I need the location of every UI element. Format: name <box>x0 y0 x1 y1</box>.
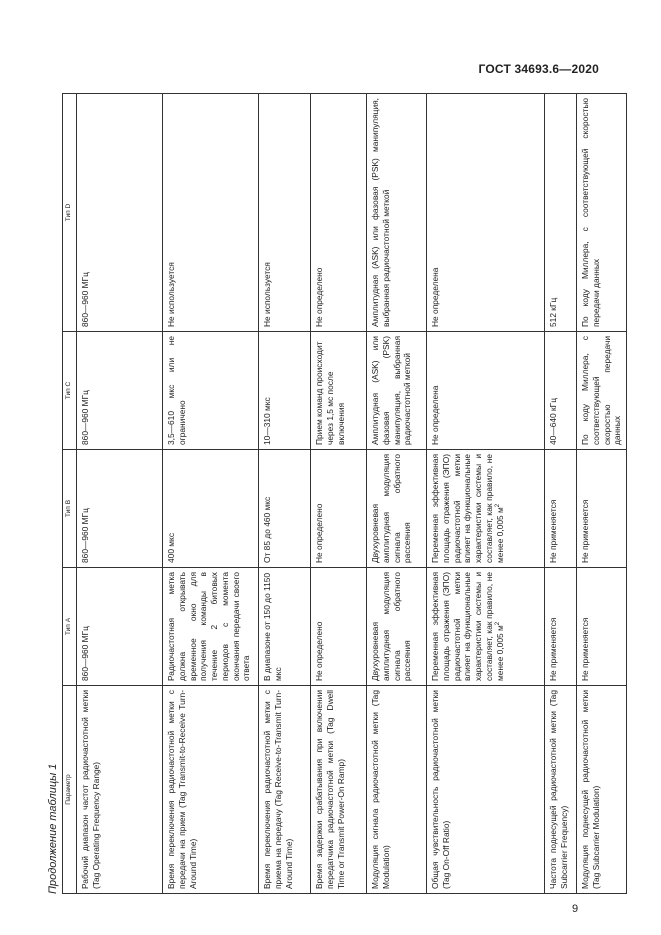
header-type-a: Тип A <box>63 568 77 686</box>
type-b-cell: От 85 до 460 мкс <box>259 450 311 568</box>
param-cell: Время переключения радиочастотной метки с приема на передачу (Tag Receive-to-Transmit Turn-Around Time) <box>259 686 311 894</box>
type-d-cell: По коду Миллера, с соответствующей скоростью передачи данных <box>577 94 627 332</box>
type-d-cell: 512 кГц <box>545 94 577 332</box>
type-c-cell: 40—640 кГц <box>545 332 577 450</box>
rotated-table-area <box>44 94 623 894</box>
type-a-cell: В диапазоне от 150 до 1150 мкс <box>259 568 311 686</box>
type-d-cell: Не определена <box>427 94 545 332</box>
table-row <box>427 94 545 894</box>
param-cell: Рабочий диапазон частот радиочастотной метки (Tag Operating Frequency Range) <box>77 686 163 894</box>
type-b-cell: Не применяется <box>545 450 577 568</box>
param-cell: Время переключения радиочастотной метки с передачи на прием (Tag Transmit-to-Receive Turn-Around Time) <box>163 686 259 894</box>
param-cell: Частота поднесущей радиочастотной метки (Tag Subcarrier Frequency) <box>545 686 577 894</box>
param-cell: Время задержки срабатывания при включении передатчика радиочастотной метки (Tag Dwell Time or Transmit Power-On Ramp) <box>311 686 367 894</box>
header-type-d: Тип D <box>63 94 77 332</box>
table-row <box>77 94 163 894</box>
landscape-content <box>44 94 623 894</box>
type-b-cell: 400 мкс <box>163 450 259 568</box>
type-b-cell: Не применяется <box>577 450 627 568</box>
header-type-c: Тип C <box>63 332 77 450</box>
table-row <box>259 94 311 894</box>
type-a-cell <box>427 568 545 686</box>
type-b-text: Переменная эффективная площадь отражения (ЭПО) радиочастотной метки влияет на функциональные характеристики системы и составляет, как правило, не менее 0,005 м <box>430 454 505 563</box>
page-number: 9 <box>572 903 579 915</box>
type-a-cell: Не применяется <box>577 568 627 686</box>
spec-table <box>62 93 627 894</box>
param-cell: Модуляция поднесущей радиочастотной метки (Tag Subcarrier Modulation) <box>577 686 627 894</box>
type-c-cell: Не определена <box>427 332 545 450</box>
header-type-b: Тип B <box>63 450 77 568</box>
standard-designation: ГОСТ 34693.6—2020 <box>478 62 599 76</box>
type-c-cell: Амплитудная (ASK) или фазовая (PSK) манипуляция, выбранная радиочастотной меткой <box>367 332 427 450</box>
header-parameter: Параметр <box>63 686 77 894</box>
type-b-cell <box>427 450 545 568</box>
type-d-cell: Не определено <box>311 94 367 332</box>
type-b-cell: Не определено <box>311 450 367 568</box>
type-a-cell: Не применяется <box>545 568 577 686</box>
type-c-cell: 10—310 мкс <box>259 332 311 450</box>
table-row <box>545 94 577 894</box>
type-a-cell: Радиочастотная метка должна открывать временное окно для получения команды в течение 2 битовых периодов с момента окончания передачи своего ответа <box>163 568 259 686</box>
table-caption: Продолжение таблицы 1 <box>47 763 59 894</box>
table-row <box>163 94 259 894</box>
type-c-cell: По коду Миллера, с соответствующей скоростью передачи данных <box>577 332 627 450</box>
table-header-row <box>63 94 77 894</box>
type-d-cell: 860—960 МГц <box>77 94 163 332</box>
type-a-text: Переменная эффективная площадь отражения (ЭПО) радиочастотной метки влияет на функциональные характеристики системы и составляет, как правило, не менее 0,005 м <box>430 572 505 681</box>
superscript: 2 <box>494 503 501 508</box>
superscript: 2 <box>494 621 501 626</box>
type-d-cell: Не используется <box>259 94 311 332</box>
type-b-cell: Двухуровневая амплитудная модуляция сигнала обратного рассеяния <box>367 450 427 568</box>
type-d-cell: Амплитудная (ASK) или фазовая (PSK) манипуляция, выбранная радиочастотной меткой <box>367 94 427 332</box>
type-c-cell: Прием команд происходит через 1,5 мс после включения <box>311 332 367 450</box>
type-a-cell: Двухуровневая амплитудная модуляция сигнала обратного рассеяния <box>367 568 427 686</box>
type-d-cell: Не используется <box>163 94 259 332</box>
param-cell: Общая чувствительность радиочастотной метки (Tag On-Off Ratio) <box>427 686 545 894</box>
type-b-cell: 860—960 МГц <box>77 450 163 568</box>
type-c-cell: 3,5—610 мкс или не ограничено <box>163 332 259 450</box>
param-cell: Модуляция сигнала радиочастотной метки (Tag Modulation) <box>367 686 427 894</box>
type-a-cell: 860—960 МГц <box>77 568 163 686</box>
type-a-cell: Не определено <box>311 568 367 686</box>
table-row <box>367 94 427 894</box>
type-c-cell: 860—960 МГц <box>77 332 163 450</box>
table-row <box>577 94 627 894</box>
table-row <box>311 94 367 894</box>
